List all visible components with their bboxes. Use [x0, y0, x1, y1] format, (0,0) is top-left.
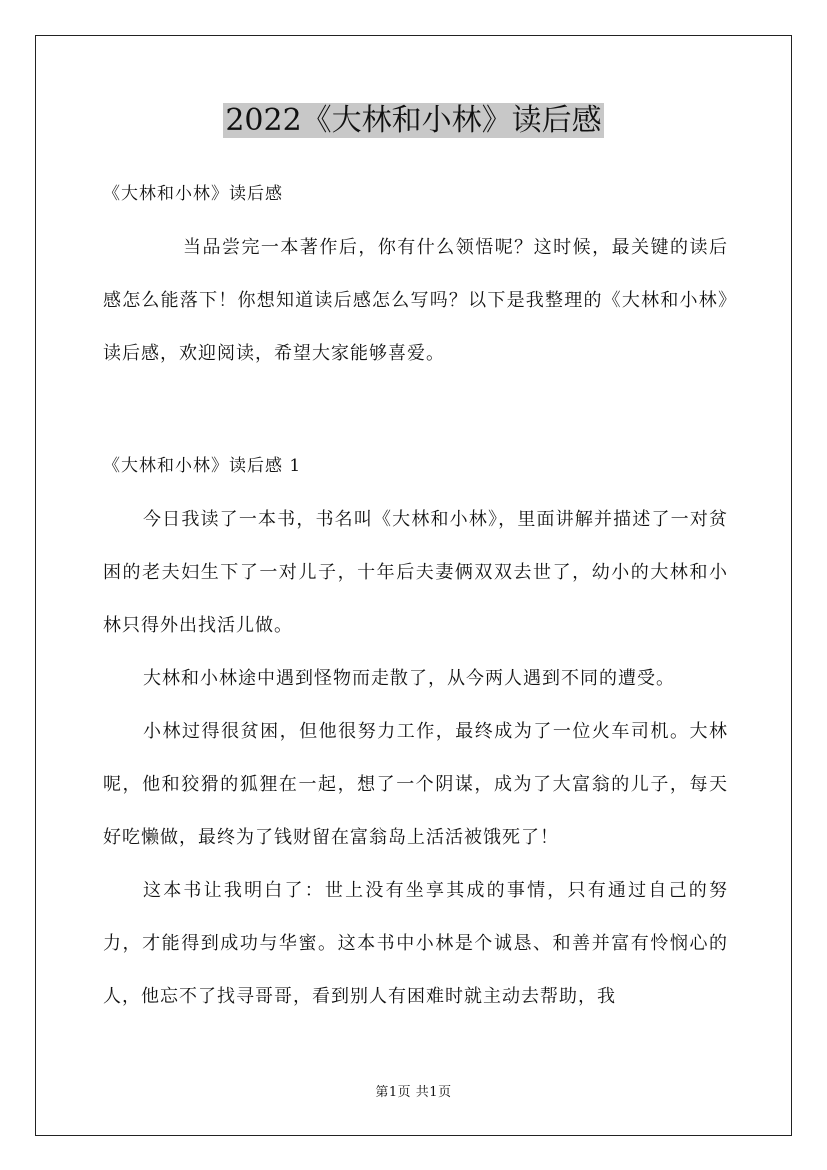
body-paragraph-4: 这本书让我明白了：世上没有坐享其成的事情，只有通过自己的努力，才能得到成功与华蜜。这本书中小林是个诚恳、和善并富有怜悯心的人，他忘不了找寻哥哥，看到别人有困难时就主动去帮助，我: [103, 880, 728, 1007]
intro-paragraph-block: [103, 221, 728, 380]
section-heading-block: [103, 452, 728, 480]
intro-block: [103, 180, 728, 208]
page-footer: [0, 1084, 827, 1102]
subtitle: 《大林和小林》读后感: [103, 184, 283, 204]
body-paragraph-3: 小林过得很贫困，但他很努力工作，最终成为了一位火车司机。大林呢，他和狡猾的狐狸在一起，想了一个阴谋，成为了大富翁的儿子，每天好吃懒做，最终为了钱财留在富翁岛上活活被饿死了！: [103, 721, 728, 848]
body-paragraph-1: 今日我读了一本书，书名叫《大林和小林》，里面讲解并描述了一对贫困的老夫妇生下了一对儿子，十年后夫妻俩双双去世了，幼小的大林和小林只得外出找活儿做。: [103, 509, 728, 636]
document-title: [0, 100, 827, 142]
body-paragraph-2: 大林和小林途中遇到怪物而走散了，从今两人遇到不同的遭受。: [143, 668, 675, 689]
intro-paragraph: 当品尝完一本著作后，你有什么领悟呢？这时候，最关键的读后感怎么能落下！你想知道读后感怎么写吗？以下是我整理的《大林和小林》读后感，欢迎阅读，希望大家能够喜爱。: [103, 237, 728, 364]
page-number: 第1页 共1页: [375, 1085, 452, 1100]
section-heading: 《大林和小林》读后感 1: [103, 456, 302, 476]
body-block: [103, 493, 728, 1023]
document-title-text: 2022《大林和小林》读后感: [225, 103, 602, 138]
